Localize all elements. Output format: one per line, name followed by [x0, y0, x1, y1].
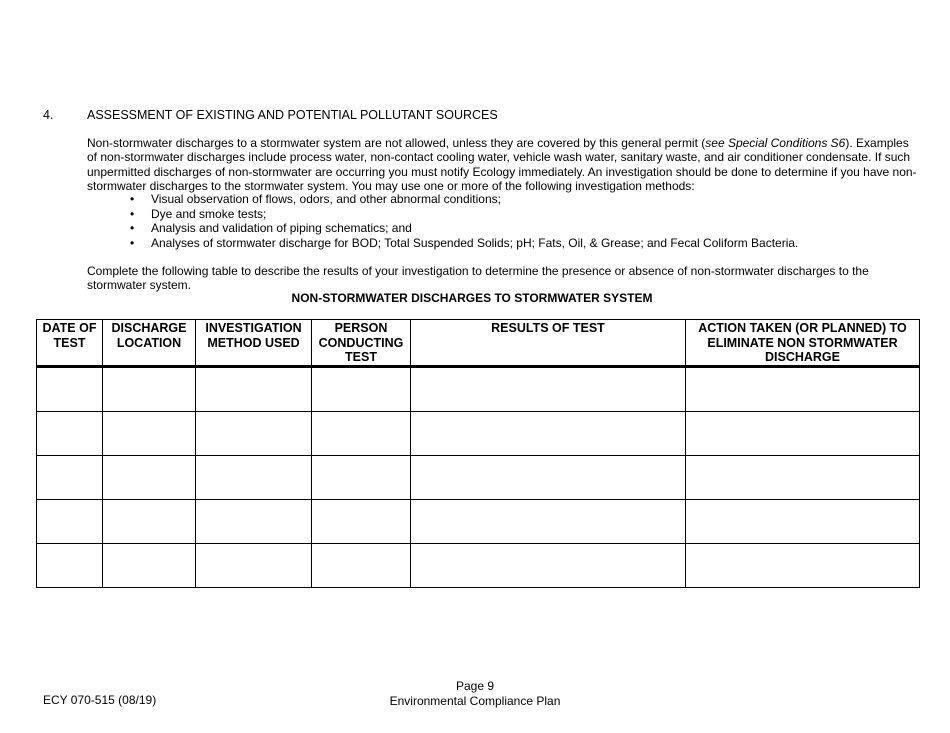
cell-location[interactable] — [103, 543, 196, 587]
method-item: • Visual observation of flows, odors, and other abnormal conditions; — [130, 192, 798, 207]
cell-action[interactable] — [686, 499, 920, 543]
table-row — [37, 411, 920, 455]
table-row — [37, 543, 920, 587]
cell-results[interactable] — [411, 455, 686, 499]
section-title: ASSESSMENT OF EXISTING AND POTENTIAL POLLUTANT SOURCES — [87, 108, 498, 122]
cell-date[interactable] — [37, 411, 103, 455]
table-header-row — [37, 320, 920, 367]
method-item: • Dye and smoke tests; — [130, 207, 798, 222]
cell-results[interactable] — [411, 366, 686, 411]
cell-location[interactable] — [103, 455, 196, 499]
discharges-table — [36, 319, 920, 588]
investigation-methods-list — [130, 192, 798, 250]
cell-action[interactable] — [686, 543, 920, 587]
col-header-results: RESULTS OF TEST — [411, 320, 686, 367]
cell-method[interactable] — [196, 455, 312, 499]
intro-text-part2: ). Examples of non-stormwater discharges include process water, non-contact cooling water, vehicle wash water, sanitary waste, and air conditioner condensate. If such unpermitted discharges of non-stormwater are occurring you must notify Ecology immediately. An investigation should be done to determine if you have non-stormwater discharges to the stormwater system. You may use one or more of the following investigation methods: — [87, 136, 917, 193]
instruction-paragraph: Complete the following table to describe the results of your investigation to determine the presence or absence of non-stormwater discharges to the stormwater system. — [87, 264, 869, 293]
cell-person[interactable] — [312, 455, 411, 499]
table-title: NON-STORMWATER DISCHARGES TO STORMWATER SYSTEM — [291, 291, 653, 305]
cell-results[interactable] — [411, 543, 686, 587]
table-row — [37, 366, 920, 411]
cell-method[interactable] — [196, 366, 312, 411]
cell-date[interactable] — [37, 366, 103, 411]
section-number: 4. — [43, 108, 54, 122]
cell-location[interactable] — [103, 366, 196, 411]
section-heading — [43, 108, 498, 122]
intro-text-part1: Non-stormwater discharges to a stormwater system are not allowed, unless they are covered by this general permit ( — [87, 136, 706, 150]
cell-location[interactable] — [103, 499, 196, 543]
col-header-method: INVESTIGATION METHOD USED — [196, 320, 312, 367]
cell-person[interactable] — [312, 543, 411, 587]
intro-paragraph — [87, 136, 917, 193]
document-title: Environmental Compliance Plan — [389, 693, 561, 708]
cell-person[interactable] — [312, 411, 411, 455]
col-header-action: ACTION TAKEN (OR PLANNED) TO ELIMINATE NON STORMWATER DISCHARGE — [686, 320, 920, 367]
cell-location[interactable] — [103, 411, 196, 455]
form-number: ECY 070-515 (08/19) — [43, 693, 157, 707]
cell-date[interactable] — [37, 543, 103, 587]
cell-action[interactable] — [686, 455, 920, 499]
cell-results[interactable] — [411, 499, 686, 543]
col-header-date: DATE OF TEST — [37, 320, 103, 367]
cell-method[interactable] — [196, 543, 312, 587]
table-row — [37, 499, 920, 543]
col-header-location: DISCHARGE LOCATION — [103, 320, 196, 367]
cell-person[interactable] — [312, 499, 411, 543]
intro-special-conditions-ref: see Special Conditions S6 — [705, 136, 846, 150]
cell-date[interactable] — [37, 499, 103, 543]
cell-action[interactable] — [686, 411, 920, 455]
method-item: • Analysis and validation of piping schematics; and — [130, 221, 798, 236]
method-item: • Analyses of stormwater discharge for BOD; Total Suspended Solids; pH; Fats, Oil, & Grease; and Fecal Coliform Bacteria. — [130, 236, 798, 251]
cell-date[interactable] — [37, 455, 103, 499]
table-row — [37, 455, 920, 499]
cell-results[interactable] — [411, 411, 686, 455]
col-header-person: PERSON CONDUCTING TEST — [312, 320, 411, 367]
cell-action[interactable] — [686, 366, 920, 411]
cell-method[interactable] — [196, 499, 312, 543]
page-number: Page 9 — [455, 679, 495, 693]
cell-method[interactable] — [196, 411, 312, 455]
cell-person[interactable] — [312, 366, 411, 411]
